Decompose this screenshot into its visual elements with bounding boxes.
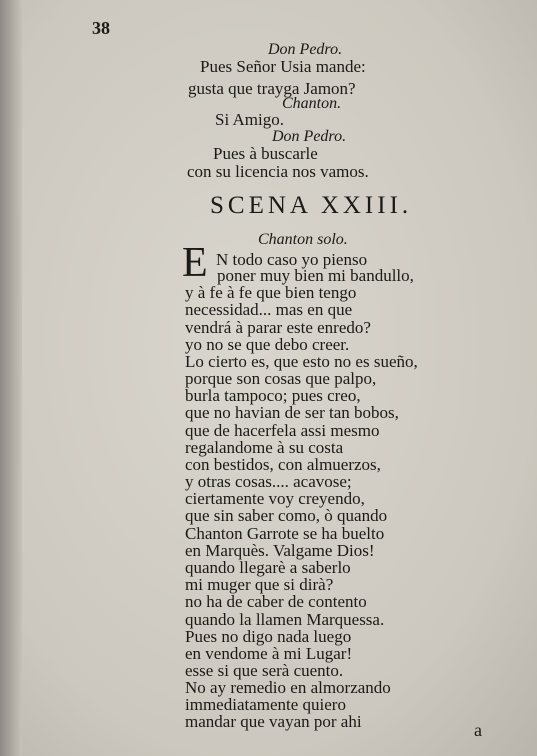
speaker-don-pedro: Don Pedro. [272,128,347,145]
verse-line: vendrá à parar este enredo? [185,318,371,337]
dialogue-line: con su licencia nos vamos. [187,162,369,181]
verse-line: mi muger que si dirà? [185,575,334,594]
verse-line: Pues no digo nada luego [185,627,352,646]
binding-gutter [0,0,22,756]
drop-cap: E [182,240,208,286]
verse-line: que no havian de ser tan bobos, [185,403,399,422]
speaker-chanton: Chanton. [282,95,342,112]
verse-line: y otras cosas.... acavose; [185,472,352,491]
verse-line: quando llegarè a saberlo [185,558,351,577]
verse-line: con bestidos, con almuerzos, [185,455,381,474]
verse-line: necessidad... mas en que [185,300,353,319]
verse-line: N todo caso yo pienso [216,250,368,269]
dialogue-line: Pues à buscarle [213,144,318,163]
verse-line: yo no se que debo creer. [185,335,350,354]
verse-line: que sin saber como, ò quando [185,506,388,525]
verse-line: en Marquès. Valgame Dios! [185,541,375,560]
catchword: a [474,720,482,740]
verse-line: no ha de caber de contento [185,592,367,611]
page-number: 38 [92,18,110,38]
dialogue-line: Si Amigo. [215,110,284,129]
dialogue-line: Pues Señor Usia mande: [200,57,366,76]
verse-line: burla tampoco; pues creo, [185,386,361,405]
verse-line: ciertamente voy creyendo, [185,489,365,508]
scene-title: SCENA XXIII. [210,192,413,219]
verse-line: regalandome à su costa [185,438,344,457]
verse-line: No ay remedio en almorzando [185,678,391,697]
dialogue-line: gusta que trayga Jamon? [188,79,356,98]
verse-line: mandar que vayan por ahi [185,712,362,731]
verse-line: Lo cierto es, que esto no es sueño, [185,352,418,371]
verse-line: quando la llamen Marquessa. [185,610,385,629]
verse-line: porque son cosas que palpo, [185,369,377,388]
verse-line: y à fe à fe que bien tengo [185,283,357,302]
verse-line: Chanton Garrote se ha buelto [185,524,385,543]
verse-line: en vendome à mi Lugar! [185,644,353,663]
verse-line: esse si que serà cuento. [185,661,344,680]
speaker-don-pedro: Don Pedro. [268,41,343,58]
verse-line: immediatamente quiero [185,695,346,714]
stage-direction: Chanton solo. [258,231,348,248]
verse-line: que de hacerfela assi mesmo [185,421,380,440]
verse-line: poner muy bien mi bandullo, [217,266,414,285]
